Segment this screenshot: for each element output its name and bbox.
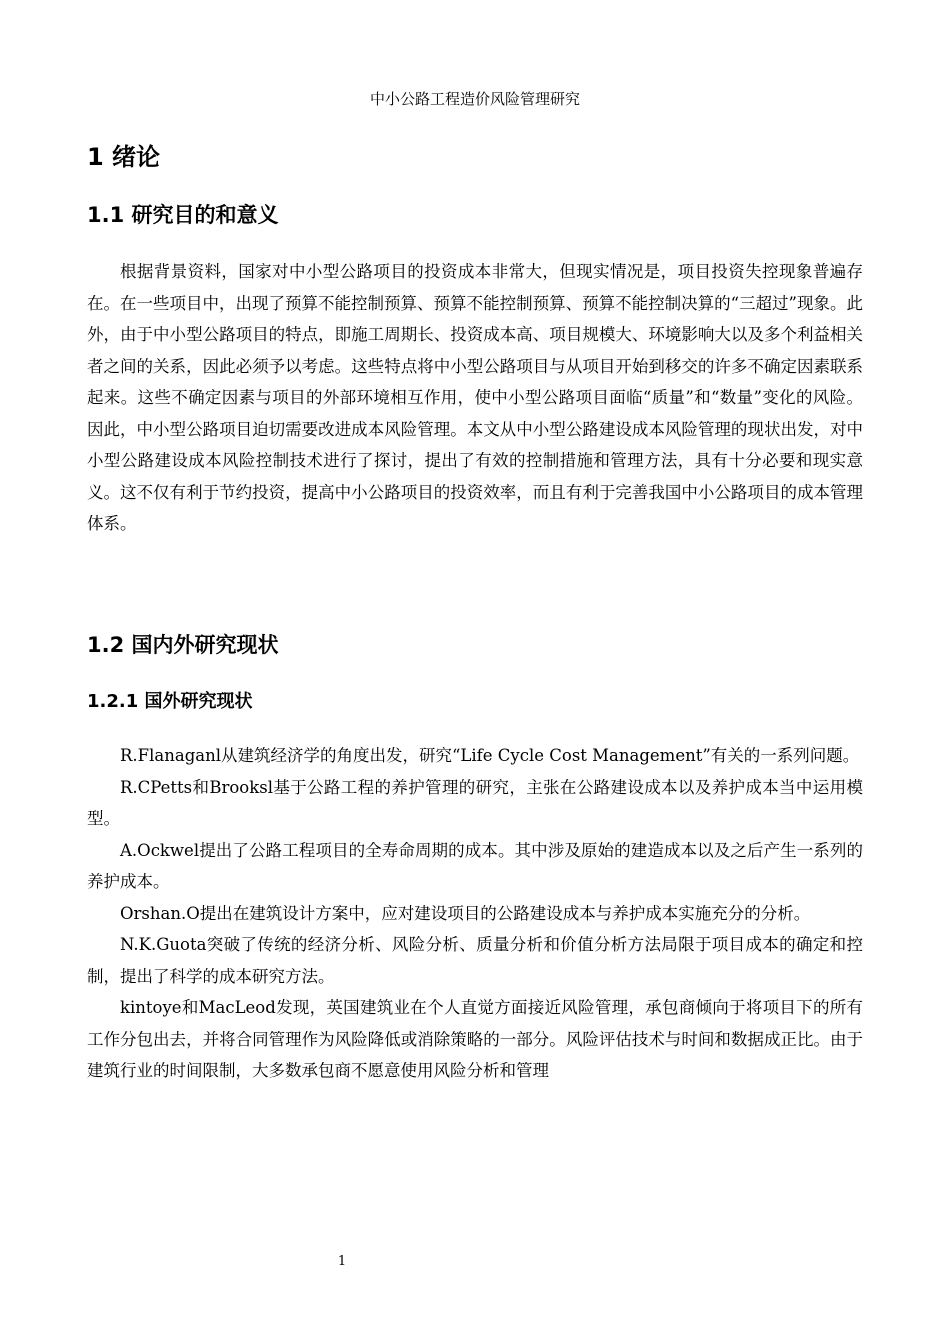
paragraph: N.K.Guota突破了传统的经济分析、风险分析、质量分析和价值分析方法局限于项目成本的确定和控制，提出了科学的成本研究方法。 — [87, 935, 863, 986]
section-heading-1-1: 1.1 研究目的和意义 — [87, 203, 279, 227]
section-1-2-1-body — [87, 740, 863, 1087]
paragraph: A.Ockwel提出了公路工程项目的全寿命周期的成本。其中涉及原始的建造成本以及之后产生一系列的养护成本。 — [87, 840, 863, 891]
section-1-1-body — [87, 256, 863, 540]
paragraph: kintoye和MacLeod发现，英国建筑业在个人直觉方面接近风险管理，承包商倾向于将项目下的所有工作分包出去，并将合同管理作为风险降低或消除策略的一部分。风险评估技术与时间和数据成正比。由于建筑行业的时间限制，大多数承包商不愿意使用风险分析和管理 — [87, 998, 863, 1080]
section-heading-1-2: 1.2 国内外研究现状 — [87, 633, 279, 657]
paragraph: Orshan.O提出在建筑设计方案中，应对建设项目的公路建设成本与养护成本实施充分的分析。 — [120, 903, 811, 923]
paragraph: 根据背景资料，国家对中小型公路项目的投资成本非常大，但现实情况是，项目投资失控现象普遍存在。在一些项目中，出现了预算不能控制预算、预算不能控制预算、预算不能控制决算的“三超过”现象。此外，由于中小型公路项目的特点，即施工周期长、投资成本高、项目规模大、环境影响大以及多个利益相关者之间的关系，因此必须予以考虑。这些特点将中小型公路项目与从项目开始到移交的许多不确定因素联系起来。这些不确定因素与项目的外部环境相互作用，使中小型公路项目面临“质量”和“数量”变化的风险。因此，中小型公路项目迫切需要改进成本风险管理。本文从中小型公路建设成本风险管理的现状出发，对中小型公路建设成本风险控制技术进行了探讨，提出了有效的控制措施和管理方法，具有十分必要和现实意义。这不仅有利于节约投资，提高中小公路项目的投资效率，而且有利于完善我国中小公路项目的成本管理体系。 — [87, 262, 863, 533]
running-header: 中小公路工程造价风险管理研究 — [369, 90, 580, 108]
chapter-heading: 1 绪论 — [87, 143, 161, 171]
paragraph: R.Flanaganl从建筑经济学的角度出发，研究“Life Cycle Cost Management”有关的一系列问题。 — [120, 746, 860, 765]
subsection-heading-1-2-1: 1.2.1 国外研究现状 — [87, 691, 253, 712]
page-number: 1 — [337, 1254, 347, 1269]
paragraph: R.CPetts和Brooksl基于公路工程的养护管理的研究，主张在公路建设成本以及养护成本当中运用模型。 — [87, 777, 863, 828]
